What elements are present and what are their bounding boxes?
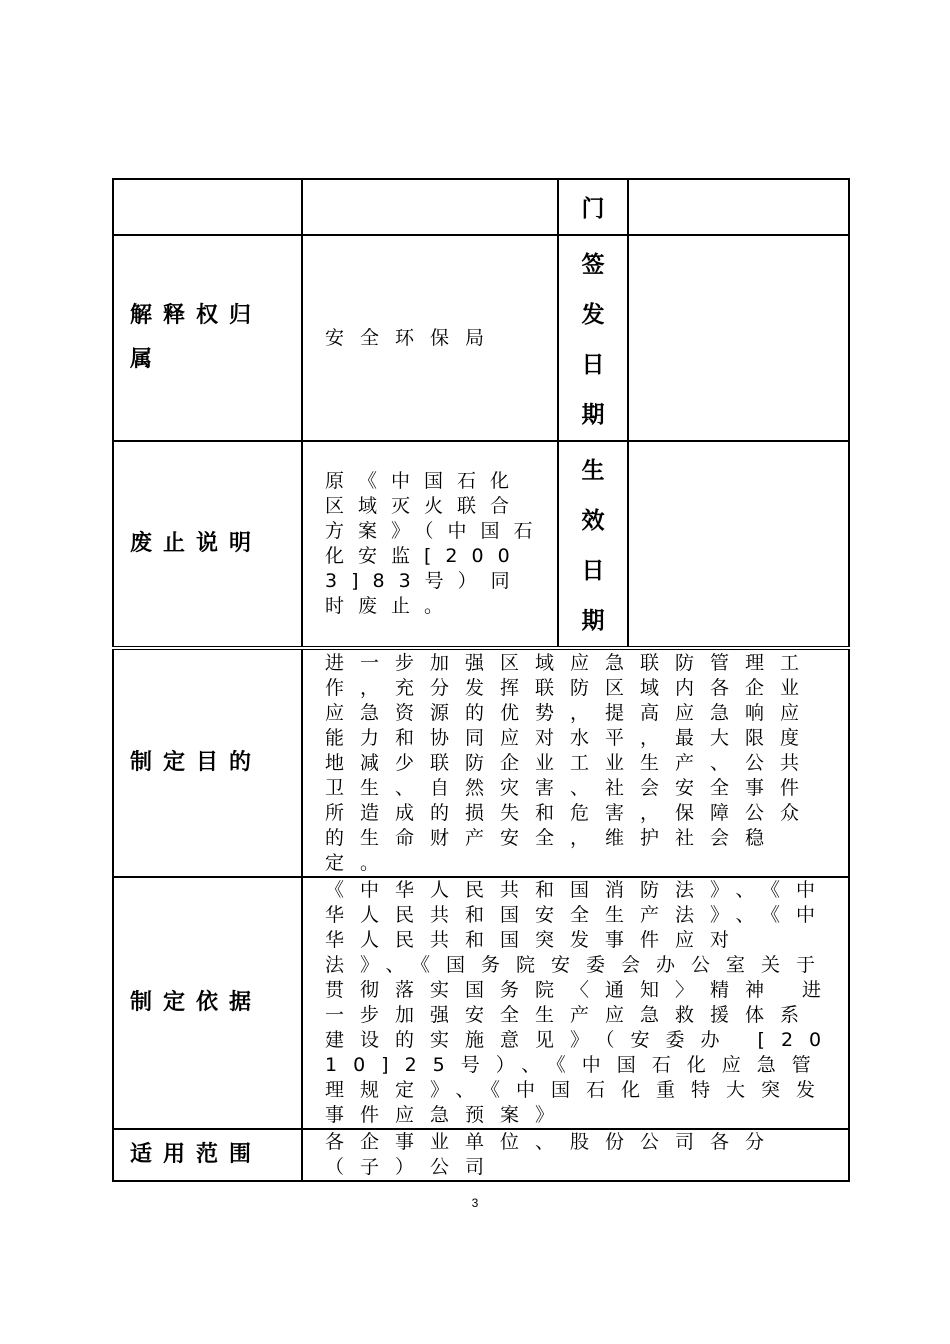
- table-row-top: [113, 179, 849, 235]
- table-row-basis: [113, 877, 849, 1129]
- purpose-value: 进一步加强区域应急联防管理工作，充分发挥联防区域内各企业应急资源的优势，提高应急响应能力和协同应对水平，最大限度地减少联防企业工业生产、公共卫生、自然灾害、社会安全事件所造成的损失和危害，保障公众的生命财产安全，维护社会稳定。: [302, 648, 849, 877]
- table-row-abolition: [113, 441, 849, 648]
- issue-date-label-char: 期: [581, 402, 605, 428]
- table-row-scope: [113, 1129, 849, 1181]
- purpose-label-text: 制定目的: [130, 750, 263, 775]
- scope-value: 各企事业单位、股份公司各分（子）公司: [302, 1129, 849, 1181]
- abolition-label-text: 废止说明: [130, 531, 263, 556]
- department-label-char: 门: [581, 196, 605, 222]
- interpretation-value: 安全环保局: [302, 235, 558, 441]
- interpretation-label-text: 解释权归属: [130, 303, 263, 372]
- department-value-cell: [628, 179, 849, 235]
- effective-date-label-char: 生: [581, 458, 605, 484]
- top-value-cell: [302, 179, 558, 235]
- basis-label-text: 制定依据: [130, 990, 263, 1015]
- effective-date-value-cell: [628, 441, 849, 648]
- basis-value: 《中华人民共和国消防法》、《中华人民共和国安全生产法》、《中华人民共和国突发事件应对法》、《国务院安委会办公室关于贯彻落实国务院〈通知〉精神 进一步加强安全生产应急救援体系建设的实施意见》（安委办 [2010]25号）、《中国石化应急管理规定》、《中国石化重特大突发事件应急预案》: [302, 877, 849, 1129]
- interpretation-label: [113, 235, 302, 441]
- effective-date-label-cell: [558, 441, 628, 648]
- page-number: 3: [471, 1196, 479, 1210]
- issue-date-label-char: 日: [581, 352, 605, 378]
- effective-date-label-char: 期: [581, 608, 605, 634]
- document-info-table: [112, 178, 850, 1182]
- scope-label: [113, 1129, 302, 1181]
- issue-date-value-cell: [628, 235, 849, 441]
- basis-label: [113, 877, 302, 1129]
- issue-date-label-cell: [558, 235, 628, 441]
- abolition-label: [113, 441, 302, 648]
- table-row-interpretation: [113, 235, 849, 441]
- top-label-cell: [113, 179, 302, 235]
- abolition-value: 原《中国石化区域灭火联合方案》（中国石化安监[2003]83号）同时废止。: [302, 441, 558, 648]
- purpose-label: [113, 648, 302, 877]
- scope-label-text: 适用范围: [130, 1142, 263, 1167]
- department-label-cell: [558, 179, 628, 235]
- issue-date-label-char: 发: [581, 302, 605, 328]
- table-row-purpose: [113, 648, 849, 877]
- effective-date-label-char: 效: [581, 508, 605, 534]
- issue-date-label-char: 签: [581, 252, 605, 278]
- effective-date-label-char: 日: [581, 558, 605, 584]
